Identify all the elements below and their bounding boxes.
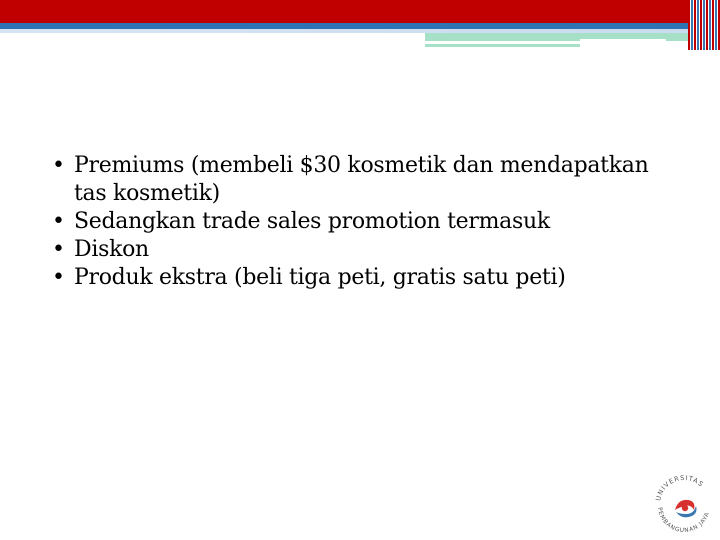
bullet-text: Diskon	[74, 237, 149, 262]
bullet-text: Premiums (membeli $30 kosmetik dan mendapatkan tas kosmetik)	[74, 153, 649, 206]
slide-header-band	[0, 0, 720, 50]
university-logo	[648, 464, 720, 540]
bullet-item	[52, 236, 672, 264]
header-green-line	[425, 44, 580, 47]
logo-center-dot	[682, 505, 688, 511]
bullet-icon: •	[52, 265, 65, 290]
bullet-item	[52, 152, 672, 208]
slide-content	[52, 152, 672, 292]
bullet-text: Sedangkan trade sales promotion termasuk	[74, 209, 550, 234]
bullet-icon: •	[52, 153, 65, 178]
bullet-list	[52, 152, 672, 292]
svg-text:PEMBANGUNAN JAYA	[656, 507, 711, 534]
header-white-line	[580, 39, 666, 41]
logo-text-bottom: PEMBANGUNAN JAYA	[655, 506, 712, 535]
header-red-bar	[0, 0, 720, 23]
bullet-item	[52, 264, 672, 292]
logo-text-top: UNIVERSITAS	[654, 473, 706, 502]
header-stripes	[688, 0, 720, 50]
bullet-text: Produk ekstra (beli tiga peti, gratis satu peti)	[74, 265, 566, 290]
bullet-icon: •	[52, 209, 65, 234]
bullet-icon: •	[52, 237, 65, 262]
svg-text:UNIVERSITAS	[654, 474, 705, 502]
university-logo-icon	[648, 464, 720, 540]
bullet-item	[52, 208, 672, 236]
